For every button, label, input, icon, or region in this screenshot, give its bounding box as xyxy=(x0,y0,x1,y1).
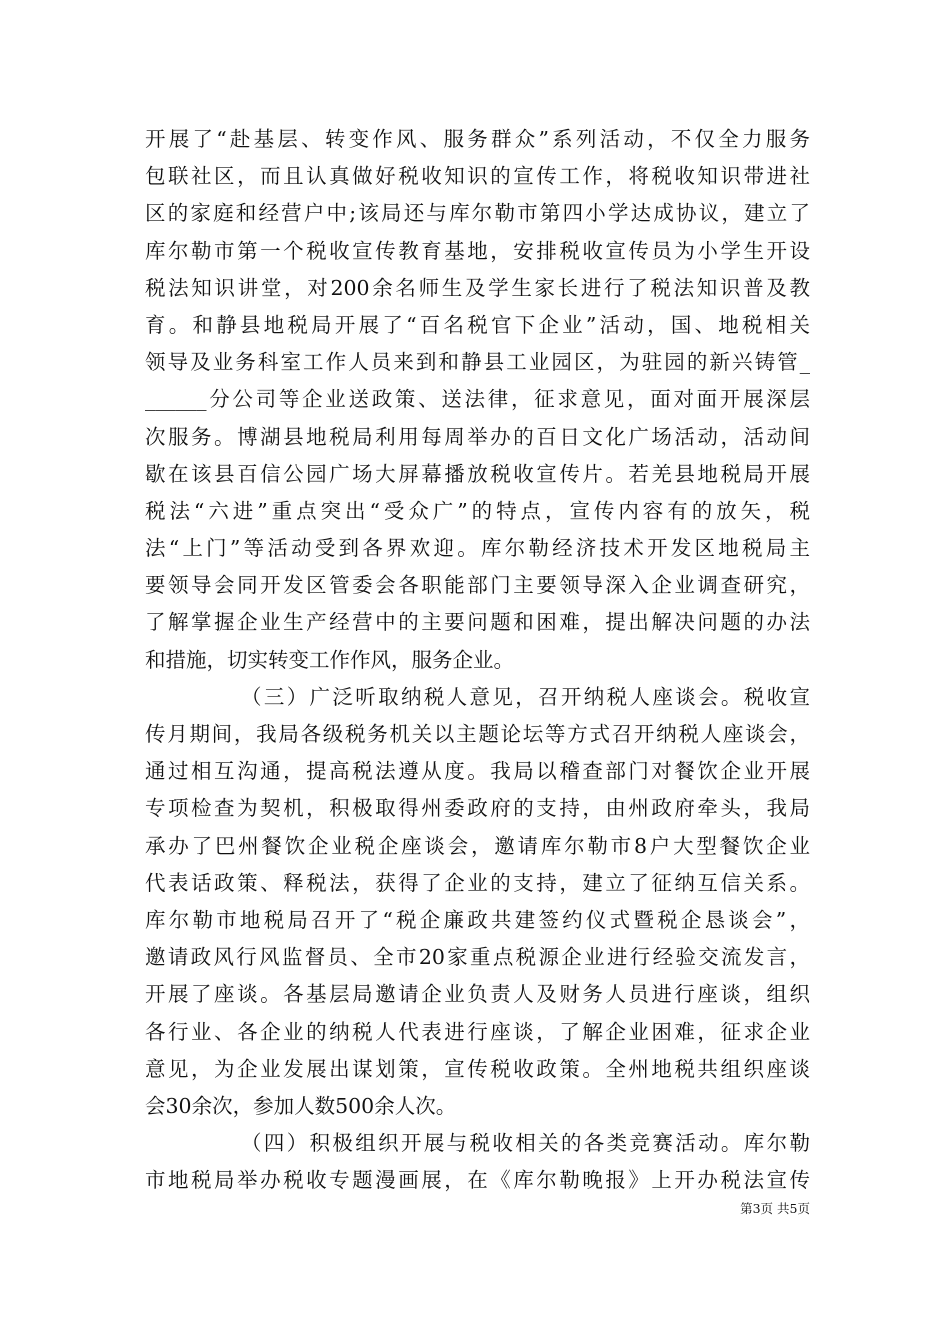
text-line: 区的家庭和经营户中;该局还与库尔勒市第四小学达成协议，建立了 xyxy=(145,201,810,226)
text-line: 邀请政风行风监督员、全市20家重点税源企业进行经验交流发言， xyxy=(145,945,810,970)
text-line: ______分公司等企业送政策、送法律，征求意见，面对面开展深层 xyxy=(145,387,810,412)
text-line: 和措施，切实转变工作作风，服务企业。 xyxy=(145,647,514,672)
page-number-footer: 第3页 共5页 xyxy=(740,1201,810,1216)
section-heading-line: （三）广泛听取纳税人意见，召开纳税人座谈会。税收宣 xyxy=(241,684,810,709)
text-line: 通过相互沟通，提高税法遵从度。我局以稽查部门对餐饮企业开展 xyxy=(145,759,810,784)
text-line: 各行业、各企业的纳税人代表进行座谈，了解企业困难，征求企业 xyxy=(145,1019,810,1044)
text-line: 代表话政策、释税法，获得了企业的支持，建立了征纳互信关系。 xyxy=(145,870,810,895)
text-line: 传月期间，我局各级税务机关以主题论坛等方式召开纳税人座谈会， xyxy=(145,722,810,746)
text-line: 歇在该县百信公园广场大屏幕播放税收宣传片。若羌县地税局开展 xyxy=(145,461,810,486)
text-line: 育。和静县地税局开展了“百名税官下企业”活动，国、地税相关 xyxy=(145,312,810,337)
text-line: 开展了座谈。各基层局邀请企业负责人及财务人员进行座谈，组织 xyxy=(145,982,810,1007)
text-line: 要领导会同开发区管委会各职能部门主要领导深入企业调查研究， xyxy=(145,573,810,598)
text-line: 意见，为企业发展出谋划策，宣传税收政策。全州地税共组织座谈 xyxy=(145,1056,810,1081)
text-line: 承办了巴州餐饮企业税企座谈会，邀请库尔勒市8户大型餐饮企业 xyxy=(145,833,810,858)
text-line: 包联社区，而且认真做好税收知识的宣传工作，将税收知识带进社 xyxy=(145,164,810,189)
text-line: 法“上门”等活动受到各界欢迎。库尔勒经济技术开发区地税局主 xyxy=(145,536,810,561)
text-line: 库尔勒市第一个税收宣传教育基地，安排税收宣传员为小学生开设 xyxy=(145,238,810,263)
text-line: 税法“六进”重点突出“受众广”的特点，宣传内容有的放矢，税 xyxy=(145,498,810,523)
text-line: 专项检查为契机，积极取得州委政府的支持，由州政府牵头，我局 xyxy=(145,796,810,821)
document-body xyxy=(145,121,810,1199)
section-heading-line: （四）积极组织开展与税收相关的各类竞赛活动。库尔勒 xyxy=(241,1131,810,1156)
text-line: 次服务。博湖县地税局利用每周举办的百日文化广场活动，活动间 xyxy=(145,424,810,449)
text-line: 会30余次，参加人数500余人次。 xyxy=(145,1093,457,1118)
text-line: 库尔勒市地税局召开了“税企廉政共建签约仪式暨税企恳谈会”， xyxy=(145,907,810,932)
text-line: 税法知识讲堂，对200余名师生及学生家长进行了税法知识普及教 xyxy=(145,275,810,300)
text-line: 领导及业务科室工作人员来到和静县工业园区，为驻园的新兴铸管_ xyxy=(145,350,810,375)
text-line: 开展了“赴基层、转变作风、服务群众”系列活动，不仅全力服务 xyxy=(145,127,810,151)
text-line: 市地税局举办税收专题漫画展，在《库尔勒晚报》上开办税法宣传 xyxy=(145,1168,810,1193)
text-line: 了解掌握企业生产经营中的主要问题和困难，提出解决问题的办法 xyxy=(145,610,810,635)
